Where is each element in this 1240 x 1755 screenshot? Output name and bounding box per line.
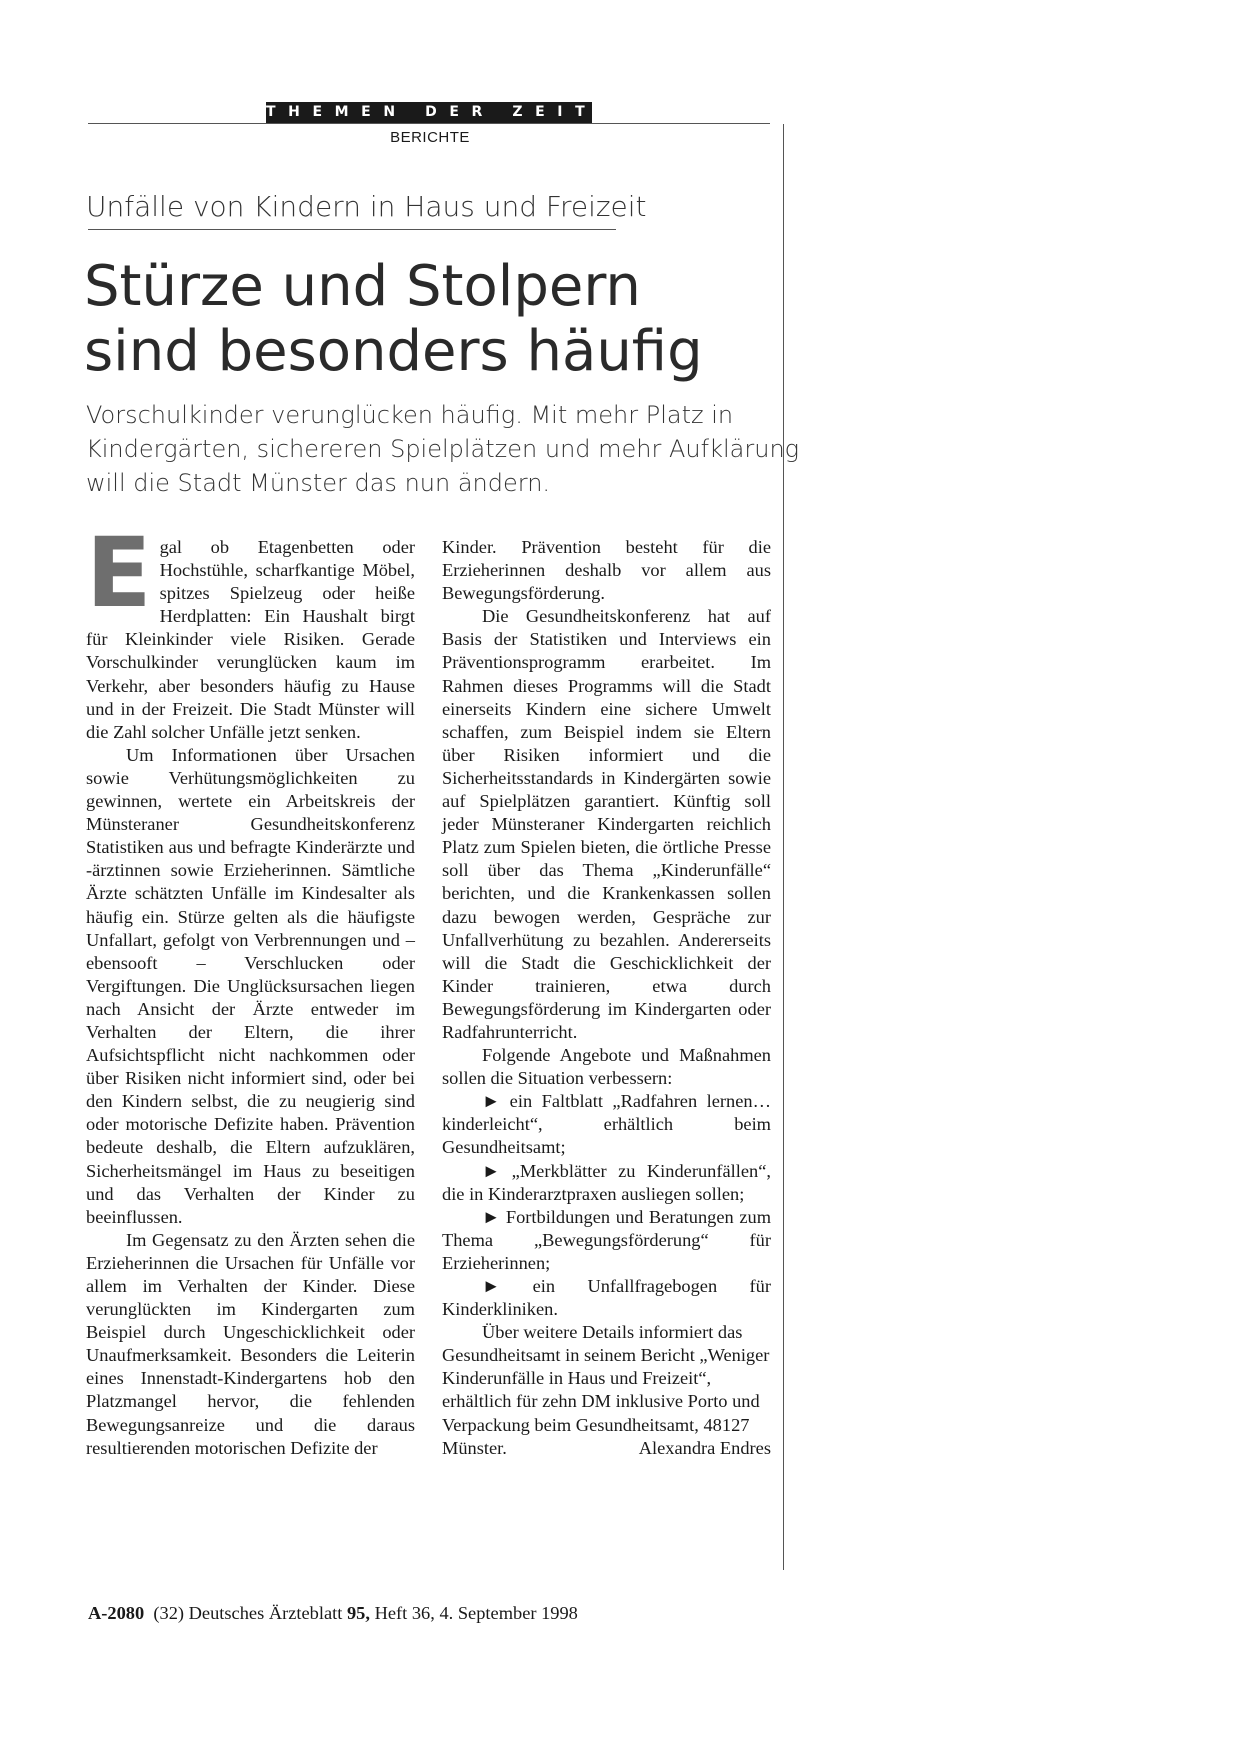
page-footer xyxy=(88,1603,578,1624)
article-column-1 xyxy=(86,517,415,1460)
paragraph-text: gal ob Etagenbetten oder Hochstühle, scharfkantige Möbel, spitzes Spielzeug oder heiße Herdplatten: Ein Haushalt birgt für Kleinkinder viele Risiken. Gerade Vorschulkinder verunglücken kaum im Verkehr, aber besonders häufig zu Hause und in der Freizeit. Die Stadt Münster will die Zahl solcher Unfälle jetzt senken. xyxy=(86,537,415,742)
headline-line: Stürze und Stolpern xyxy=(84,254,641,319)
article-column-2 xyxy=(442,536,771,1460)
lead-line: Kindergärten, sichereren Spielplätzen und mehr Aufklärung xyxy=(86,435,800,463)
section-label: BERICHTE xyxy=(390,129,470,146)
page-number: A-2080 xyxy=(88,1603,145,1623)
paragraph xyxy=(442,1321,771,1460)
topic-rule xyxy=(88,229,616,230)
article-lead xyxy=(86,398,800,500)
issue-page: (32) xyxy=(153,1603,185,1623)
article-headline xyxy=(84,254,764,384)
paragraph: Die Gesundheitskonferenz hat auf Basis der Statistiken und Interviews ein Präventionsprogramm erarbeitet. Im Rahmen dieses Programms will die Stadt einerseits Kindern eine sichere Umwelt schaffen, zum Beispiel indem sie Eltern über Risiken informiert und die Sicherheitsstandards in Kindergärten sowie auf Spielplätzen garantiert. Künftig soll jeder Münsteraner Kindergarten reichlich Platz zum Spielen bieten, die örtliche Presse soll über das Thema „Kinderunfälle“ berichten, und die Krankenkassen sollen dazu bewogen werden, Gespräche zur Unfallverhütung zu bezahlen. Andererseits will die Stadt die Geschicklichkeit der Kinder trainieren, etwa durch Bewegungsförderung im Kindergarten oder Radfahrunterricht. xyxy=(442,606,771,1042)
author-name: Alexandra Endres xyxy=(638,1437,771,1458)
paragraph: Folgende Angebote und Maßnahmen sollen die Situation verbessern: xyxy=(442,1045,771,1089)
lead-line: will die Stadt Münster das nun ändern. xyxy=(86,469,551,497)
kicker-label: THEMEN DER ZEIT xyxy=(266,104,598,120)
lead-line: Vorschulkinder verunglücken häufig. Mit mehr Platz in xyxy=(86,401,734,429)
header-rule xyxy=(88,123,770,124)
article-topic: Unfälle von Kindern in Haus und Freizeit xyxy=(86,190,647,223)
bullet-item: ► „Merkblätter zu Kinderunfällen“, die in Kinderarztpraxen ausliegen sollen; xyxy=(442,1160,771,1204)
bullet-item: ► ein Faltblatt „Radfahren lernen… kinderleicht“, erhältlich beim Gesundheitsamt; xyxy=(442,1091,771,1158)
volume: 95, xyxy=(346,1603,370,1623)
paragraph: Kinder. Prävention besteht für die Erzieherinnen deshalb vor allem aus Bewegungsförderung. xyxy=(442,537,771,604)
column-rule xyxy=(783,124,784,1570)
bullet-item: ► Fortbildungen und Beratungen zum Thema „Bewegungsförderung“ für Erzieherinnen; xyxy=(442,1206,771,1273)
issue-date: Heft 36, 4. September 1998 xyxy=(374,1603,578,1623)
paragraph: Um Informationen über Ursachen sowie Verhütungsmöglichkeiten zu gewinnen, wertete ein Arbeitskreis der Münsteraner Gesundheitskonferenz Statistiken aus und befragte Kinderärzte und -ärztinnen sowie Erzieherinnen. Sämtliche Ärzte schätzten Unfälle im Kindesalter als häufig ein. Stürze gelten als die häufigste Unfallart, gefolgt von Verbrennungen und – ebensooft – Verschlucken oder Vergiftungen. Die Unglücksursachen liegen nach Ansicht der Ärzte entweder im Verhalten der Eltern, die ihrer Aufsichtspflicht nicht nachkommen oder über Risiken nicht informiert sind, oder bei den Kindern selbst, die zu neugierig sind oder motorische Defizite haben. Prävention bedeute deshalb, die Eltern aufzuklären, Sicherheitsmängel im Haus zu beseitigen und das Verhalten der Kinder zu beeinflussen. xyxy=(86,744,415,1227)
headline-line: sind besonders häufig xyxy=(84,319,703,384)
paragraph xyxy=(86,517,415,744)
journal-name: Deutsches Ärzteblatt xyxy=(188,1603,343,1623)
paragraph-text: Über weitere Details informiert das Gesundheitsamt in seinem Bericht „Weniger Kinderunfälle in Haus und Freizeit“, erhältlich für zehn DM inklusive Porto und Verpackung beim Gesundheitsamt, 48127 Münster. xyxy=(442,1322,770,1458)
drop-cap: E xyxy=(86,517,152,629)
paragraph: Im Gegensatz zu den Ärzten sehen die Erzieherinnen die Ursachen für Unfälle vor allem im Verhalten der Kinder. Diese verunglückten im Kindergarten zum Beispiel durch Ungeschicklichkeit oder Unaufmerksamkeit. Besonders die Leiterin eines Innenstadt-Kindergartens hob den Platzmangel hervor, die fehlenden Bewegungsanreize und die daraus resultierenden motorischen Defizite der xyxy=(86,1229,415,1458)
bullet-item: ► ein Unfallfragebogen für Kinderkliniken. xyxy=(442,1276,771,1320)
